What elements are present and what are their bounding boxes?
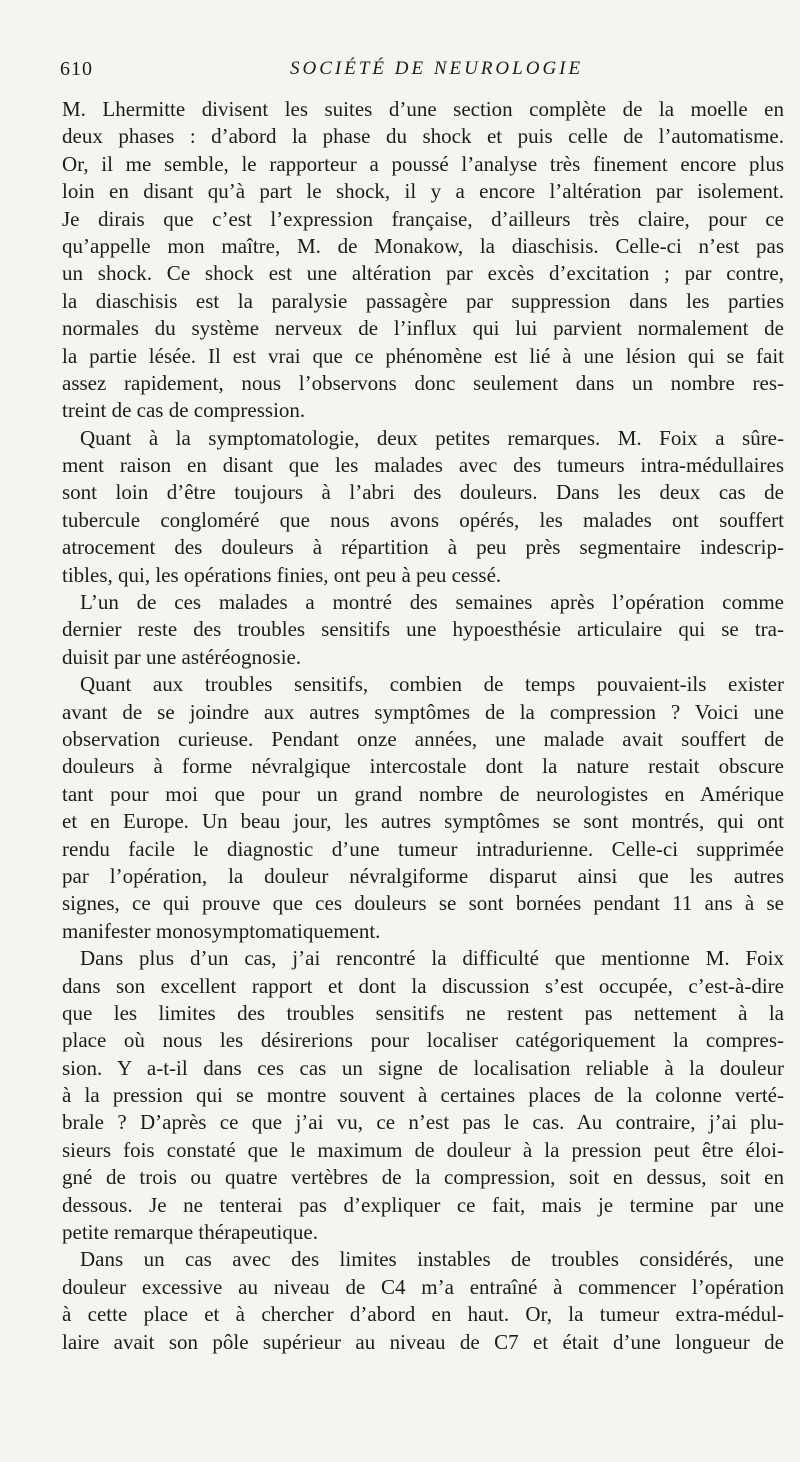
text-line: assez rapidement, nous l’observons donc seulement dans un nombre res-: [62, 370, 784, 395]
text-line: Or, il me semble, le rapporteur a poussé l’analyse très finement encore plus: [62, 151, 784, 176]
text-line: atrocement des douleurs à répartition à peu près segmentaire indescrip-: [62, 535, 784, 560]
text-line: Dans un cas avec des limites instables de troubles considérés, une: [80, 1247, 784, 1272]
text-line: M. Lhermitte divisent les suites d’une section complète de la moelle en: [62, 97, 784, 121]
text-line: brale ? D’après ce que j’ai vu, ce n’est pas le cas. Au contraire, j’ai plu-: [62, 1110, 784, 1135]
text-line: avant de se joindre aux autres symptômes de la compression ? Voici une: [62, 699, 784, 724]
text-line: L’un de ces malades a montré des semaines après l’opération comme: [80, 590, 784, 615]
text-line: que les limites des troubles sensitifs ne restent pas nettement à la: [62, 1000, 784, 1025]
text-line: laire avait son pôle supérieur au niveau de C7 et était d’une longueur de: [62, 1329, 784, 1354]
page-number: 610: [60, 58, 93, 80]
text-line: petite remarque thérapeutique.: [62, 1220, 318, 1245]
text-line: sieurs fois constaté que le maximum de douleur à la pression peut être éloi-: [62, 1137, 784, 1162]
text-line: sion. Y a-t-il dans ces cas un signe de localisation reliable à la douleur: [62, 1055, 784, 1080]
text-line: douleurs à forme névralgique intercostale dont la nature restait obscure: [62, 754, 784, 779]
text-line: et en Europe. Un beau jour, les autres symptômes se sont montrés, qui ont: [62, 809, 784, 834]
page-header: [60, 50, 780, 90]
text-line: place où nous les désirerions pour localiser catégoriquement la compres-: [62, 1028, 784, 1053]
text-line: douleur excessive au niveau de C4 m’a entraîné à commencer l’opération: [62, 1274, 784, 1299]
text-line: tubercule congloméré que nous avons opérés, les malades ont souffert: [62, 507, 784, 532]
text-line: Quant aux troubles sensitifs, combien de temps pouvaient-ils exister: [80, 672, 784, 697]
text-line: duisit par une astéréognosie.: [62, 644, 302, 669]
text-line: dans son excellent rapport et dont la discussion s’est occupée, c’est-à-dire: [62, 973, 784, 998]
text-line: à cette place et à chercher d’abord en haut. Or, la tumeur extra-médul-: [62, 1302, 784, 1327]
text-line: Dans plus d’un cas, j’ai rencontré la difficulté que mentionne M. Foix: [80, 946, 784, 971]
text-line: la diaschisis est la paralysie passagère par suppression dans les parties: [62, 288, 784, 313]
text-line: tant pour moi que pour un grand nombre de neurologistes en Amérique: [62, 781, 784, 806]
text-line: dernier reste des troubles sensitifs une hypoesthésie articulaire qui se tra-: [62, 617, 784, 642]
text-line: signes, ce qui prouve que ces douleurs se sont bornées pendant 11 ans à se: [62, 891, 784, 916]
text-line: la partie lésée. Il est vrai que ce phénomène est lié à une lésion qui se fait: [62, 343, 784, 368]
text-line: ment raison en disant que les malades avec des tumeurs intra-médullaires: [62, 453, 784, 478]
text-line: un shock. Ce shock est une altération par excès d’excitation ; par contre,: [62, 261, 784, 286]
text-line: Je dirais que c’est l’expression française, d’ailleurs très claire, pour ce: [62, 206, 784, 231]
body-text: [62, 96, 784, 1356]
text-line: loin en disant qu’à part le shock, il y a encore l’altération par isolement.: [62, 179, 784, 204]
running-head: SOCIÉTÉ DE NEUROLOGIE: [290, 58, 584, 79]
text-line: dessous. Je ne tenterai pas d’expliquer ce fait, mais je termine par une: [62, 1192, 784, 1217]
text-line: normales du système nerveux de l’influx qui lui parvient normalement de: [62, 316, 784, 341]
text-line: observation curieuse. Pendant onze années, une malade avait souffert de: [62, 726, 784, 751]
text-line: sont loin d’être toujours à l’abri des douleurs. Dans les deux cas de: [62, 480, 784, 505]
text-line: qu’appelle mon maître, M. de Monakow, la diaschisis. Celle-ci n’est pas: [62, 233, 784, 258]
text-line: tibles, qui, les opérations finies, ont peu à peu cessé.: [62, 562, 502, 587]
text-line: deux phases : d’abord la phase du shock et puis celle de l’automatisme.: [62, 124, 784, 149]
text-line: gné de trois ou quatre vertèbres de la compression, soit en dessus, soit en: [62, 1165, 784, 1190]
text-line: manifester monosymptomatiquement.: [62, 918, 381, 943]
text-line: treint de cas de compression.: [62, 398, 306, 423]
text-line: à la pression qui se montre souvent à certaines places de la colonne verté-: [62, 1083, 784, 1108]
text-line: Quant à la symptomatologie, deux petites remarques. M. Foix a sûre-: [80, 425, 784, 450]
text-line: par l’opération, la douleur névralgiforme disparut ainsi que les autres: [62, 863, 784, 888]
text-line: rendu facile le diagnostic d’une tumeur intradurienne. Celle-ci supprimée: [62, 836, 784, 861]
